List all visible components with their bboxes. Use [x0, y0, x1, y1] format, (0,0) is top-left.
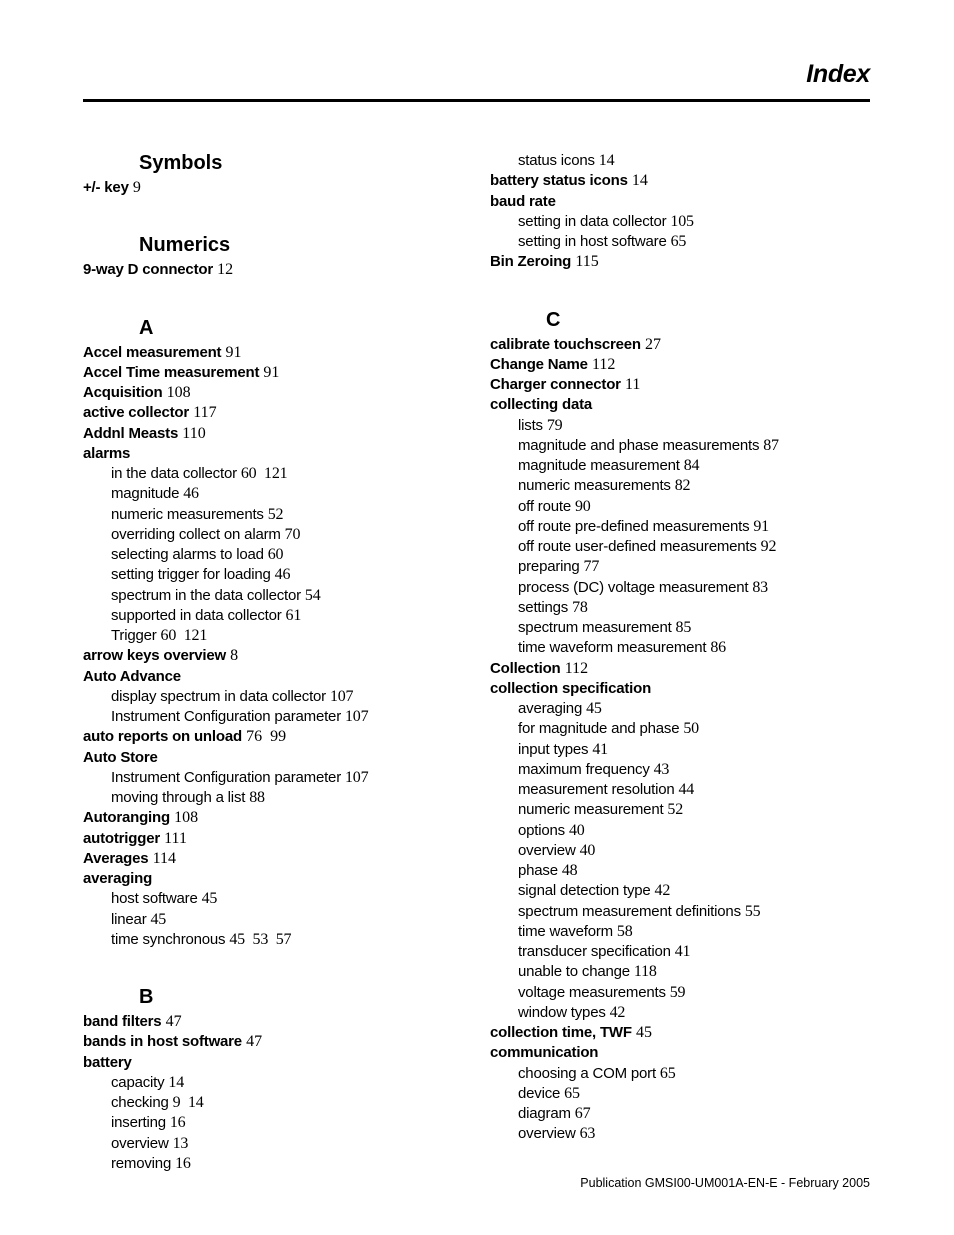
subentry-term: inserting [111, 1114, 166, 1132]
subentry-term: magnitude and phase measurements [518, 436, 760, 454]
subentry-term: averaging [518, 700, 583, 717]
entry-term: autotrigger [83, 829, 160, 847]
index-subentry [83, 687, 463, 707]
page-reference[interactable]: 65 [659, 1064, 676, 1082]
page-reference[interactable]: 112 [564, 659, 589, 677]
entry-term: collecting data [490, 396, 593, 414]
page-reference[interactable]: 47 [165, 1013, 182, 1030]
section-heading: A [139, 316, 154, 339]
subentry-term: off route pre-defined measurements [518, 517, 750, 535]
index-subentry [490, 719, 870, 739]
subentry-term: magnitude [111, 485, 180, 503]
subentry-term: setting trigger for loading [111, 566, 271, 584]
page-reference[interactable]: 52 [267, 505, 284, 523]
entry-term: active collector [83, 404, 190, 422]
index-subentry [490, 436, 870, 456]
page-reference[interactable]: 67 [574, 1105, 591, 1122]
entry-term: collection specification [490, 679, 652, 697]
index-subentry [83, 788, 463, 808]
index-subentry [490, 598, 870, 618]
page-reference[interactable]: 79 [546, 416, 563, 434]
page-reference[interactable]: 65 [670, 233, 687, 250]
subentry-term: linear [111, 910, 147, 928]
section-heading: Symbols [139, 152, 223, 174]
index-subentry [490, 212, 870, 232]
index-entry [83, 1053, 463, 1073]
index-entry [83, 383, 463, 403]
page-reference[interactable]: 60 121 [160, 627, 208, 644]
page-reference[interactable]: 59 [669, 983, 686, 1001]
index-subentry [490, 800, 870, 820]
index-entry [83, 829, 463, 849]
subentry-term: selecting alarms to load [111, 546, 264, 563]
index-subentry [490, 1124, 870, 1144]
subentry-term: settings [518, 598, 569, 616]
index-entry [83, 260, 463, 280]
subentry-term: off route user-defined measurements [518, 538, 757, 555]
publication-footer: Publication GMSI00-UM001A-EN-E - February 2005 [580, 1176, 870, 1190]
index-subentry [83, 1073, 463, 1093]
index-subentry [83, 1113, 463, 1133]
page-reference[interactable]: 117 [193, 404, 217, 422]
index-subentry [490, 760, 870, 780]
subentry-term: setting in host software [518, 233, 667, 250]
page-reference[interactable]: 42 [654, 882, 671, 900]
subentry-term: overview [518, 841, 576, 859]
subentry-term: voltage measurements [518, 983, 666, 1001]
subentry-term: in the data collector [111, 465, 237, 482]
index-subentry [83, 525, 463, 545]
page-reference[interactable]: 91 [753, 517, 769, 535]
index-entry [490, 192, 870, 212]
page-reference[interactable]: 77 [583, 558, 600, 576]
index-subentry [83, 626, 463, 646]
entry-term: auto reports on unload [83, 728, 242, 746]
subentry-term: overview [518, 1125, 576, 1143]
subentry-term: time synchronous [111, 930, 226, 948]
entry-term: Accel measurement [83, 343, 222, 361]
page-reference[interactable]: 44 [678, 781, 695, 798]
index-entry [83, 343, 463, 363]
subentry-term: unable to change [518, 963, 630, 981]
index-subentry [490, 1003, 870, 1023]
index-entry [83, 444, 463, 464]
index-subentry [490, 740, 870, 760]
page-reference[interactable]: 88 [249, 789, 265, 806]
entry-term: Autoranging [83, 809, 170, 827]
index-subentry [490, 557, 870, 577]
page-reference[interactable]: 76 99 [246, 728, 287, 746]
page-reference[interactable]: 61 [285, 606, 302, 624]
entry-term: calibrate touchscreen [490, 335, 641, 353]
page-reference[interactable]: 43 [653, 760, 670, 778]
page-reference[interactable]: 16 [169, 1114, 186, 1132]
entry-term: Addnl Measts [83, 424, 179, 442]
subentry-term: display spectrum in data collector [111, 687, 326, 705]
index-subentry [490, 618, 870, 638]
entry-term: +/- key [83, 179, 129, 196]
index-subentry [490, 578, 870, 598]
page-reference[interactable]: 45 [636, 1024, 653, 1041]
page-reference[interactable]: 107 [344, 708, 369, 725]
index-entry [83, 178, 463, 198]
page-reference[interactable]: 41 [592, 740, 608, 758]
subentry-term: overriding collect on alarm [111, 525, 281, 543]
header-rule [83, 99, 870, 102]
index-subentry [490, 476, 870, 496]
subentry-term: numeric measurements [111, 505, 264, 523]
page-reference[interactable]: 58 [616, 922, 633, 940]
index-subentry [490, 1064, 870, 1084]
page-reference[interactable]: 63 [579, 1125, 596, 1143]
index-subentry [490, 1084, 870, 1104]
page-reference[interactable]: 115 [575, 253, 599, 271]
subentry-term: device [518, 1084, 561, 1102]
section-gap [490, 273, 870, 293]
page-reference[interactable]: 8 [230, 647, 239, 665]
subentry-term: diagram [518, 1105, 571, 1122]
subentry-term: capacity [111, 1073, 165, 1091]
index-subentry [83, 707, 463, 727]
subentry-term: input types [518, 740, 589, 758]
index-subentry [83, 889, 463, 909]
section-gap [83, 950, 463, 970]
subentry-term: numeric measurement [518, 801, 664, 819]
entry-term: baud rate [490, 192, 556, 210]
page-reference[interactable]: 112 [592, 355, 616, 373]
index-subentry [490, 497, 870, 517]
entry-term: collection time, TWF [490, 1024, 632, 1041]
index-entry [490, 171, 870, 191]
index-subentry [490, 416, 870, 436]
subentry-term: time waveform [518, 922, 613, 940]
subentry-term: spectrum measurement definitions [518, 902, 741, 920]
page-reference[interactable]: 9 [132, 179, 141, 196]
index-column-right [490, 151, 870, 1145]
index-subentry [490, 1104, 870, 1124]
index-entry [490, 679, 870, 699]
subentry-term: window types [518, 1003, 606, 1021]
index-entry [490, 395, 870, 415]
page-reference[interactable]: 45 [150, 910, 167, 928]
page-reference[interactable]: 84 [683, 457, 700, 474]
page-reference[interactable]: 55 [744, 902, 761, 920]
page-reference[interactable]: 27 [645, 335, 662, 353]
subentry-term: overview [111, 1134, 169, 1152]
subentry-term: choosing a COM port [518, 1064, 656, 1082]
subentry-term: lists [518, 416, 543, 434]
index-subentry [490, 151, 870, 171]
subentry-term: removing [111, 1154, 172, 1172]
index-entry [490, 659, 870, 679]
page-reference[interactable]: 16 [175, 1154, 191, 1172]
page-reference[interactable]: 85 [675, 619, 692, 636]
index-subentry [490, 861, 870, 881]
index-subentry [490, 962, 870, 982]
index-entry [83, 808, 463, 828]
index-subentry [490, 638, 870, 658]
page-reference[interactable]: 87 [763, 436, 779, 454]
page-reference[interactable]: 52 [667, 801, 684, 819]
page-title: Index [806, 60, 870, 88]
subentry-term: off route [518, 497, 571, 515]
entry-term: Auto Advance [83, 667, 181, 685]
index-entry [83, 748, 463, 768]
page-reference[interactable]: 40 [579, 841, 596, 859]
index-subentry [83, 505, 463, 525]
entry-term: band filters [83, 1013, 162, 1030]
index-entry [83, 1012, 463, 1032]
index-entry [83, 667, 463, 687]
index-entry [83, 869, 463, 889]
page-reference[interactable]: 42 [609, 1003, 626, 1021]
index-entry [490, 252, 870, 272]
page-reference[interactable]: 46 [183, 485, 199, 503]
entry-term: averaging [83, 870, 153, 887]
index-entry [83, 403, 463, 423]
section-heading: B [139, 986, 154, 1008]
subentry-term: spectrum in the data collector [111, 586, 301, 604]
entry-term: bands in host software [83, 1033, 242, 1051]
subentry-term: status icons [518, 152, 595, 169]
page-reference[interactable]: 91 [263, 363, 280, 381]
subentry-term: transducer specification [518, 943, 671, 960]
section-heading: C [546, 308, 561, 331]
entry-term: battery status icons [490, 172, 628, 190]
page-reference[interactable]: 107 [344, 768, 369, 786]
index-subentry [490, 456, 870, 476]
index-subentry [83, 545, 463, 565]
page-reference[interactable]: 111 [164, 829, 187, 847]
index-subentry [490, 942, 870, 962]
index-subentry [490, 841, 870, 861]
subentry-term: Trigger [111, 627, 157, 644]
page-reference[interactable]: 108 [174, 809, 199, 827]
index-entry [490, 1043, 870, 1063]
subentry-term: time waveform measurement [518, 639, 707, 657]
index-subentry [490, 821, 870, 841]
page-reference[interactable]: 14 [168, 1073, 185, 1091]
index-subentry [83, 586, 463, 606]
page-reference[interactable]: 60 [267, 546, 284, 563]
index-subentry [490, 983, 870, 1003]
subentry-term: Instrument Configuration parameter [111, 708, 341, 725]
section-heading: Numerics [139, 234, 231, 257]
index-subentry [490, 922, 870, 942]
index-subentry [490, 699, 870, 719]
subentry-term: measurement resolution [518, 781, 675, 798]
entry-term: Change Name [490, 355, 588, 373]
page-reference[interactable]: 82 [674, 477, 691, 495]
entry-term: Charger connector [490, 376, 621, 393]
page-reference[interactable]: 50 [683, 720, 699, 738]
page-reference[interactable]: 70 [284, 525, 301, 543]
page-reference[interactable]: 107 [329, 687, 354, 705]
page-reference[interactable]: 92 [760, 538, 777, 555]
index-subentry [83, 910, 463, 930]
subentry-term: setting in data collector [518, 212, 667, 230]
page-reference[interactable]: 48 [561, 862, 578, 879]
subentry-term: Instrument Configuration parameter [111, 768, 341, 786]
page-reference[interactable]: 40 [568, 821, 585, 839]
subentry-term: checking [111, 1094, 169, 1111]
index-subentry [490, 537, 870, 557]
page-reference[interactable]: 110 [182, 424, 206, 442]
subentry-term: options [518, 821, 565, 839]
index-entry [83, 1032, 463, 1052]
index-subentry [490, 881, 870, 901]
subentry-term: supported in data collector [111, 606, 282, 624]
page-reference[interactable]: 41 [674, 943, 691, 960]
index-subentry [83, 930, 463, 950]
page-reference[interactable]: 54 [304, 586, 321, 604]
entry-term: Acquisition [83, 384, 163, 401]
page-reference[interactable]: 13 [172, 1134, 189, 1152]
subentry-term: maximum frequency [518, 760, 650, 778]
index-subentry [83, 606, 463, 626]
entry-term: alarms [83, 444, 131, 462]
index-entry [490, 1023, 870, 1043]
page-reference[interactable]: 114 [152, 849, 176, 867]
page-reference[interactable]: 78 [572, 598, 588, 616]
index-subentry [83, 565, 463, 585]
entry-term: Accel Time measurement [83, 363, 260, 381]
subentry-term: signal detection type [518, 882, 651, 900]
index-subentry [83, 484, 463, 504]
page-reference[interactable]: 47 [246, 1033, 263, 1051]
entry-term: communication [490, 1044, 599, 1062]
page-reference[interactable]: 46 [274, 566, 291, 584]
index-entry [83, 363, 463, 383]
entry-term: battery [83, 1053, 132, 1071]
page-reference[interactable]: 45 [586, 700, 602, 717]
page-reference[interactable]: 83 [752, 578, 768, 596]
page-reference[interactable]: 105 [670, 212, 694, 230]
index-subentry [83, 1134, 463, 1154]
page-reference[interactable]: 9 14 [172, 1094, 204, 1111]
entry-term: Collection [490, 659, 561, 677]
subentry-term: phase [518, 862, 558, 879]
entry-term: Auto Store [83, 748, 158, 766]
subentry-term: moving through a list [111, 789, 246, 806]
page-reference[interactable]: 118 [633, 963, 657, 981]
subentry-term: host software [111, 890, 198, 908]
index-entry [83, 727, 463, 747]
entry-term: Averages [83, 849, 149, 867]
index-subentry [490, 232, 870, 252]
index-subentry [83, 464, 463, 484]
index-subentry [490, 902, 870, 922]
subentry-term: process (DC) voltage measurement [518, 578, 749, 596]
index-entry [83, 424, 463, 444]
index-entry [83, 646, 463, 666]
subentry-term: for magnitude and phase [518, 720, 680, 738]
page-reference[interactable]: 45 53 57 [229, 930, 292, 948]
page-reference[interactable]: 12 [217, 261, 234, 279]
entry-term: Bin Zeroing [490, 253, 572, 271]
index-subentry [83, 768, 463, 788]
section-gap [83, 281, 463, 301]
subentry-term: spectrum measurement [518, 619, 672, 636]
section-gap [83, 198, 463, 218]
page-reference[interactable]: 90 [574, 497, 591, 515]
index-subentry [490, 780, 870, 800]
page-reference[interactable]: 11 [624, 376, 641, 393]
subentry-term: preparing [518, 558, 580, 576]
subentry-term: numeric measurements [518, 477, 671, 495]
subentry-term: magnitude measurement [518, 457, 680, 474]
index-entry [490, 335, 870, 355]
page-reference[interactable]: 91 [225, 343, 242, 361]
page-reference[interactable]: 108 [166, 384, 191, 401]
index-column-left [83, 148, 463, 1174]
index-subentry [83, 1093, 463, 1113]
page-reference[interactable]: 14 [631, 172, 648, 190]
index-subentry [83, 1154, 463, 1174]
page-reference[interactable]: 60 121 [240, 465, 288, 482]
entry-term: 9-way D connector [83, 261, 213, 279]
index-entry [490, 355, 870, 375]
index-entry [490, 375, 870, 395]
page-reference[interactable]: 86 [710, 639, 726, 657]
page-reference[interactable]: 14 [598, 152, 615, 169]
index-entry [83, 849, 463, 869]
page-reference[interactable]: 45 [201, 890, 218, 908]
index-subentry [490, 517, 870, 537]
entry-term: arrow keys overview [83, 647, 226, 665]
page-reference[interactable]: 65 [564, 1084, 580, 1102]
